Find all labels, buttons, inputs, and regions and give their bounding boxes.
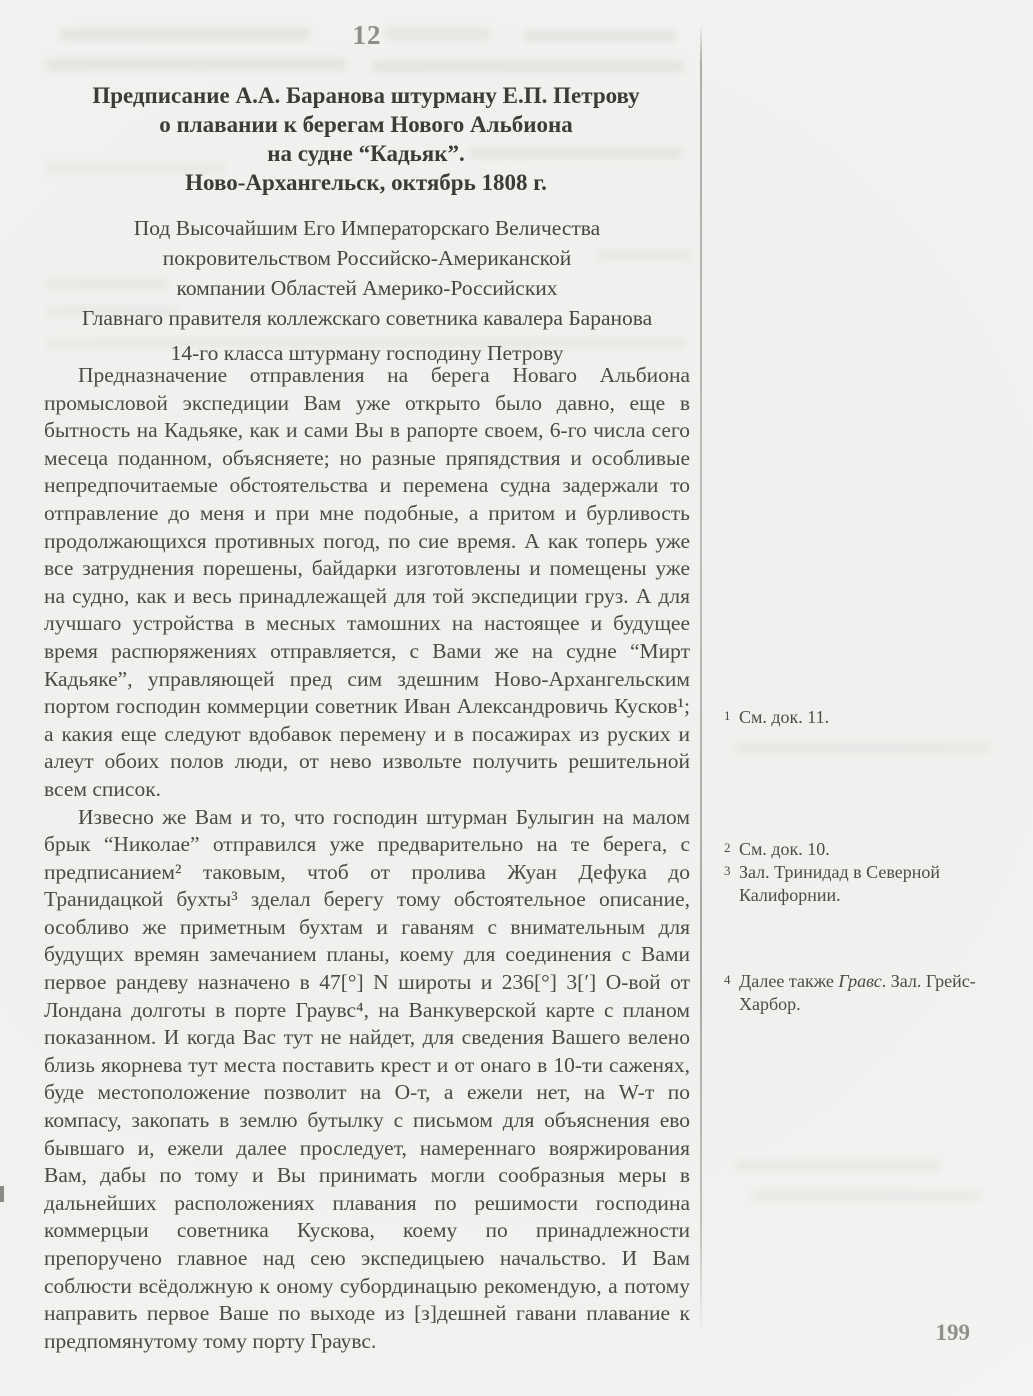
document-preamble — [44, 213, 690, 368]
footnote-3 — [722, 861, 1033, 906]
scan-edge-mark — [0, 1186, 4, 1202]
footnote-4-text-prefix: Далее также — [739, 971, 839, 991]
footnote-1-text: См. док. 11. — [739, 707, 830, 727]
bleed-through-mark — [735, 742, 990, 753]
body-paragraph-2: Извесно же Вам и то, что господин штурман Булыгин на малом брык “Николае” отправился уже предварительно на те берега, с предписанием² таковым, чтоб от пролива Жуан Дефука до Транидацкой бухты³ зделал берегу тому обстоятельное описание, особливо же приметным бухтам и гаваням с внимательным для будущих времян замечанием планы, коему для соединения с Вами первое рандеву назначено в 47[°] N широты и 236[°] 3[′] О-вой от Лондана долготы в порте Граувс⁴, на Ванкуверской карте с планом показанном. И когда Вас тут не найдет, для сведения Вашего велено близь якорнева тут места поставить крест и от онаго в 10-ти саженях, буде местоположение позволит на О-т, а ежели нет, на W-т по компасу, закопать в землю бутылку с письмом для объяснения ево бывшаго и, ежели далее проследует, намереннаго вояржирования Вам, дабы по тому и Вы принимать могли сообразныя меры в дальнейших расположениях плавания по решимости господина коммерцыи советника Кускова, коему по принадлежности препоручено главное над сею экспедицыею начальство. И Вам соблюсти всёдолжную к оному субординацыю рекомендую, а потому направить первое Ваше по выходе из [з]дешней гавани плавание к предпомянутому тому порту Граувс. — [44, 804, 690, 1353]
preamble-line-1: Под Высочайшим Его Императорскаго Величества — [133, 216, 601, 240]
title-line-1: Предписание А.А. Баранова штурману Е.П. Петрову — [92, 83, 640, 108]
document-title — [40, 81, 692, 197]
document-number: 12 — [352, 20, 382, 50]
title-line-2: о плавании к берегам Нового Альбиона — [159, 112, 573, 137]
footnote-4 — [722, 970, 1033, 1015]
title-line-4: Ново-Архангельск, октябрь 1808 г. — [185, 170, 547, 195]
page-fold-line — [700, 24, 702, 1336]
footnote-4-text-suffix: . Зал. Грейс-Харбор. — [739, 971, 976, 1014]
bleed-through-mark — [735, 1160, 940, 1171]
footnote-4-text-italic: Гравс — [838, 971, 882, 991]
footnote-1 — [722, 706, 1033, 729]
footnote-1-marker: 1 — [724, 708, 731, 723]
preamble-line-5: 14-го класса штурману господину Петрову — [170, 341, 564, 365]
bleed-through-mark — [372, 60, 684, 73]
preamble-line-2: покровительством Российско-Американской — [162, 246, 572, 270]
page-number: 199 — [935, 1320, 970, 1345]
footnote-2-marker: 2 — [724, 840, 731, 855]
footnote-2 — [722, 838, 1033, 861]
title-line-3: на судне “Кадьяк”. — [267, 141, 465, 166]
footnote-4-marker: 4 — [724, 972, 731, 987]
bleed-through-mark — [46, 58, 346, 71]
document-body — [44, 362, 690, 1355]
bleed-through-mark — [752, 1190, 980, 1201]
body-paragraph-1: Предназначение отправления на берега Новаго Альбиона промысловой экспедиции Вам уже открыто было давно, еще в бытность на Кадьяке, как и сами Вы в рапорте своем, 6-го числа сего месеца поданном, объясняете; но разные пряпядствия и особливые непредпочитаемые обстоятельства и перемена судна задержали то отправление до меня и при мне подобные, а притом и бурливость продолжающихся противных погод, по сие время. А как топерь уже все затруднения порешены, байдарки изготовлены и помещены уже на судно, как и весь принадлежащей для той экспедиции груз. А для лучшаго устройства в месных тамошних на настоящее и будущее время распюряжениях отправляется, с Вами же на судне “Мирт Кадьяке”, управляющей пред сим здешним Ново-Архангельским портом господин коммерции советник Иван Александровичь Кусков¹; а какия еще следуют вдобавок перемену и в посажирах из руских и алеут обоих полов люди, от нево извольте получить решительной всем список. — [44, 363, 690, 801]
footnote-2-text: См. док. 10. — [739, 839, 830, 859]
preamble-line-3: компании Областей Америко-Российских — [176, 276, 558, 300]
footnote-3-text: Зал. Тринидад в Северной Калифорнии. — [739, 862, 941, 905]
footnote-3-marker: 3 — [724, 863, 731, 878]
preamble-line-4: Главнаго правителя коллежскаго советника кавалера Баранова — [81, 306, 653, 330]
